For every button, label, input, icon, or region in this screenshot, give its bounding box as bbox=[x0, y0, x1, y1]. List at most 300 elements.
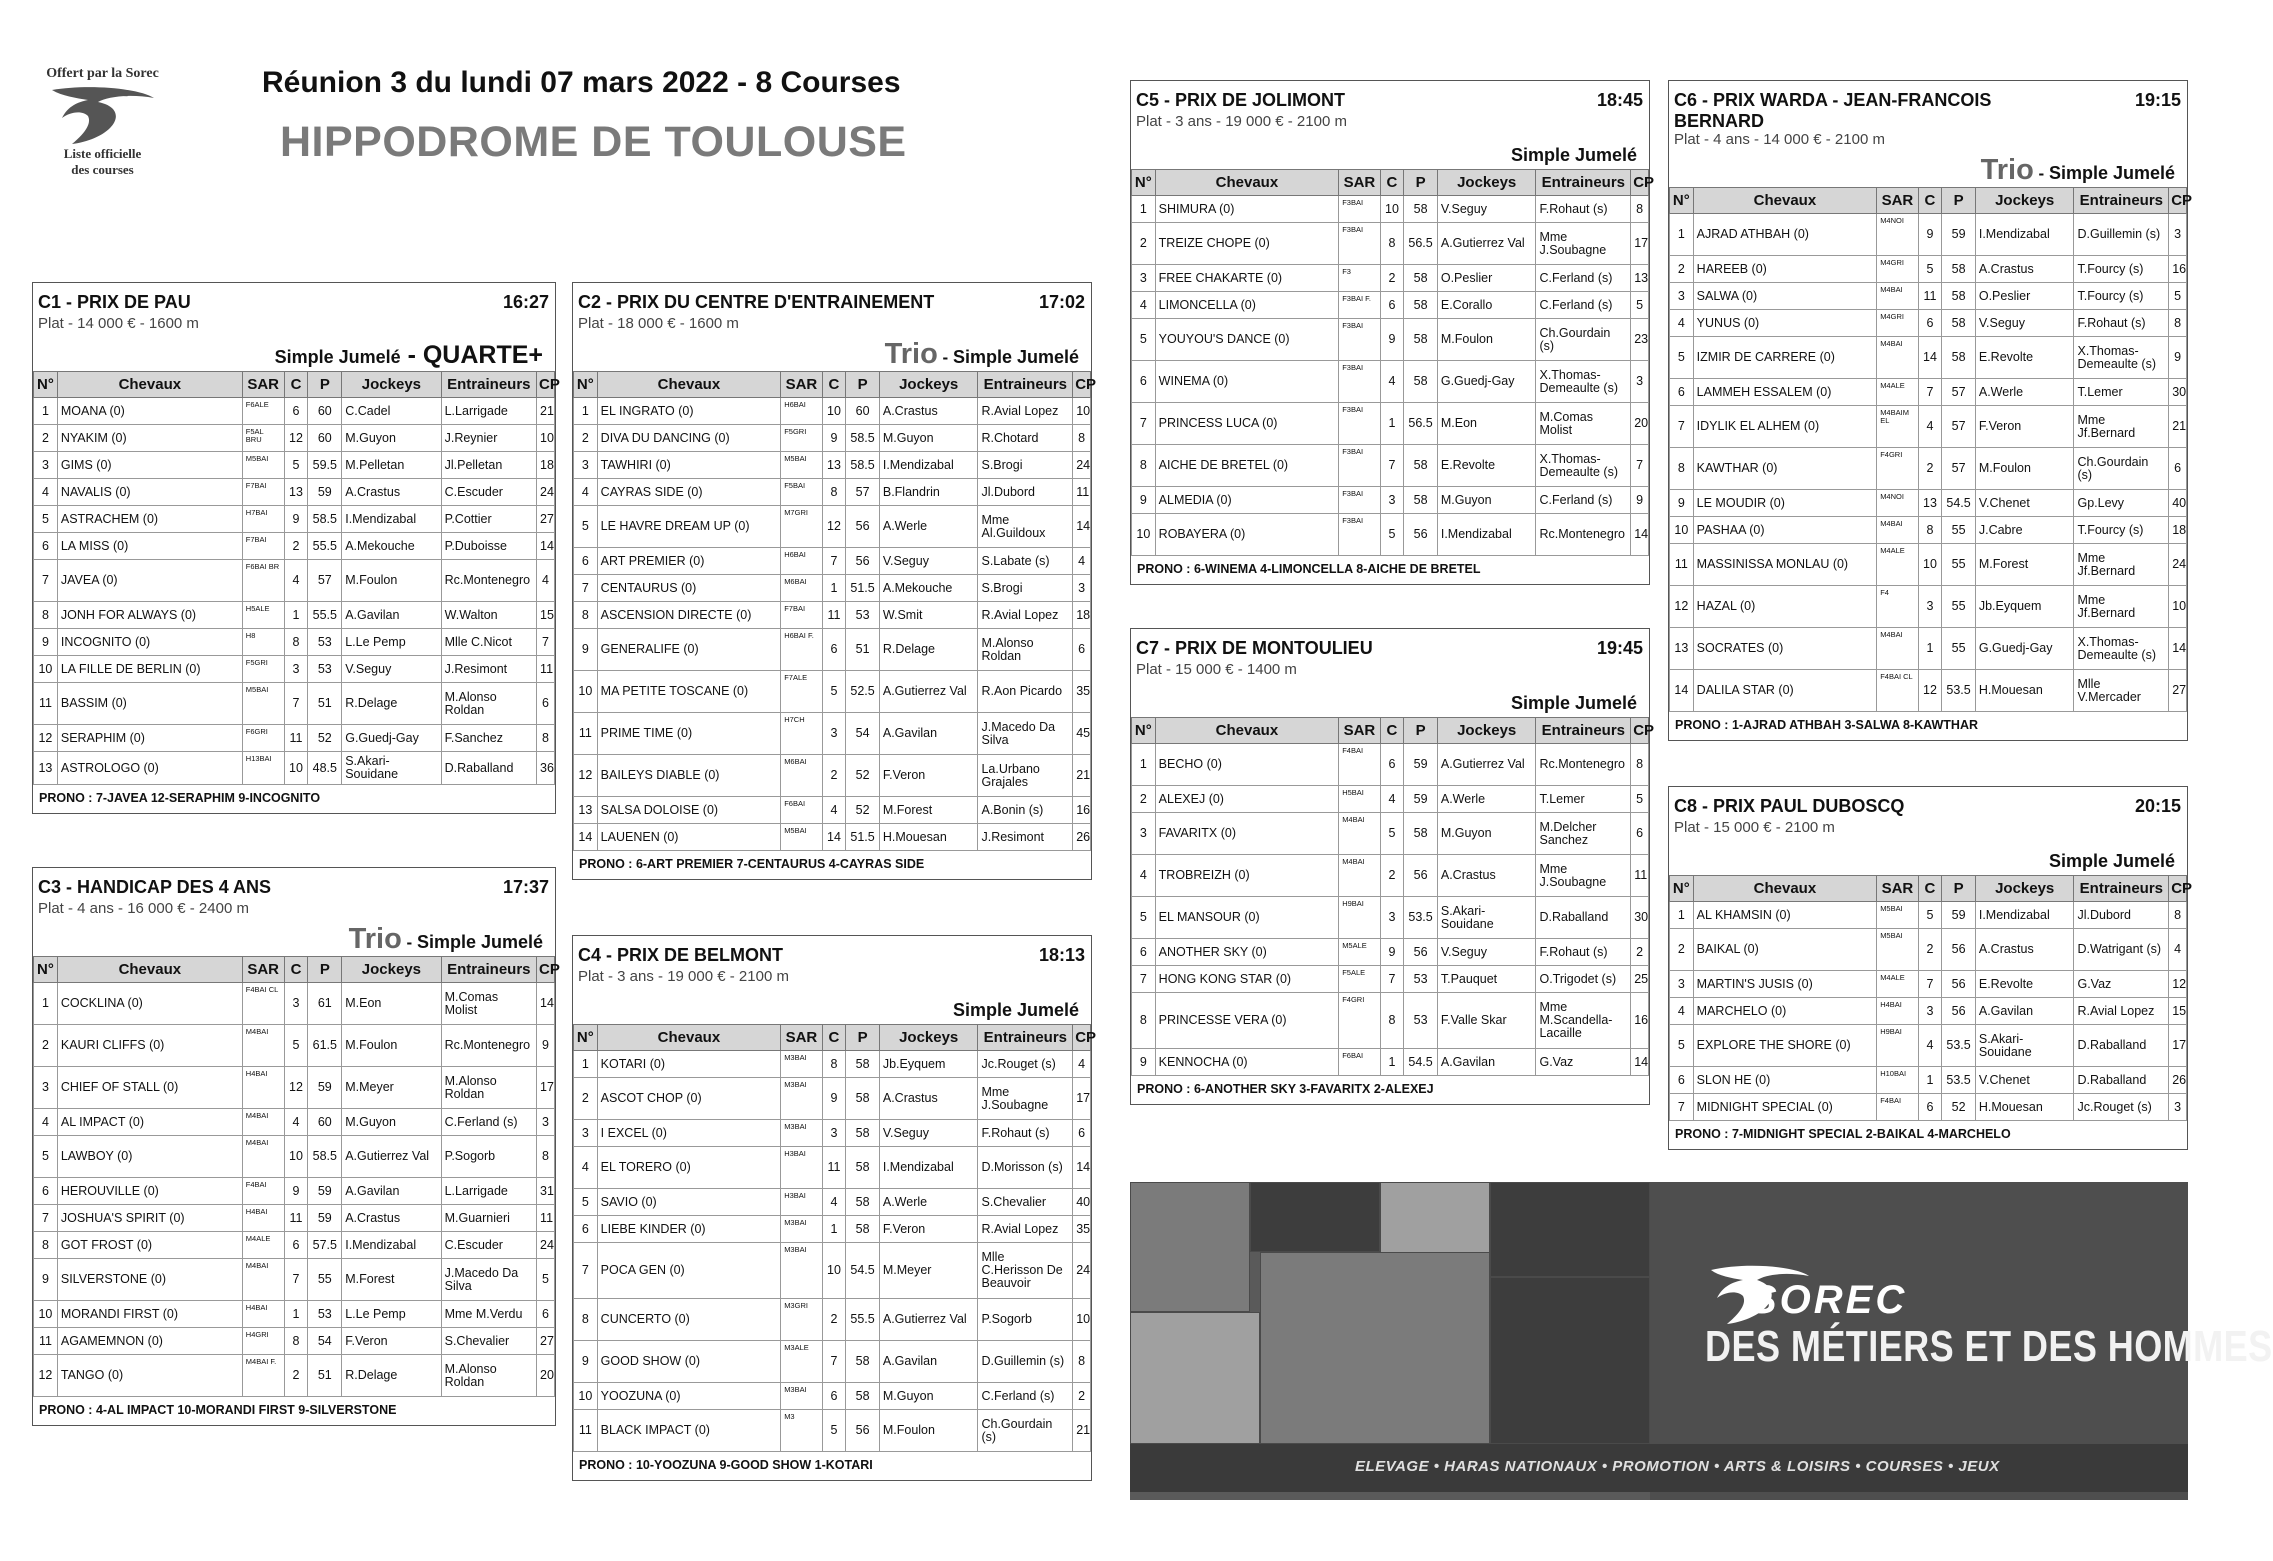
trainer-name: S.Chevalier bbox=[978, 1189, 1073, 1216]
trainer-name: Mlle C.Nicot bbox=[441, 629, 536, 656]
corde: 13 bbox=[822, 452, 846, 479]
cote-probable: 24 bbox=[1073, 452, 1091, 479]
poids: 55 bbox=[1942, 517, 1976, 544]
corde: 10 bbox=[822, 1243, 846, 1299]
runner-number: 4 bbox=[574, 1147, 598, 1189]
sar-code: M4BAI bbox=[1877, 337, 1918, 379]
poids: 53 bbox=[1404, 966, 1438, 993]
jockey-name: A.Crastus bbox=[342, 479, 441, 506]
poids: 58 bbox=[1942, 256, 1976, 283]
runner-number: 11 bbox=[574, 1410, 598, 1452]
poids: 52 bbox=[308, 725, 342, 752]
column-header: Entraineurs bbox=[441, 372, 536, 398]
poids: 58 bbox=[1404, 196, 1438, 223]
trainer-name: M.Alonso Roldan bbox=[441, 1355, 536, 1397]
table-row bbox=[574, 1341, 1091, 1383]
cote-probable: 11 bbox=[537, 656, 555, 683]
sar-code: M4BAI bbox=[1877, 517, 1918, 544]
cote-probable: 30 bbox=[1631, 897, 1649, 939]
runner-number: 4 bbox=[34, 479, 58, 506]
cote-probable: 16 bbox=[2169, 256, 2187, 283]
table-row bbox=[1670, 544, 2187, 586]
poids: 57 bbox=[1942, 379, 1976, 406]
horse-name: SALSA DOLOISE (0) bbox=[597, 797, 781, 824]
runner-number: 1 bbox=[1670, 214, 1694, 256]
sar-code: M4BAI bbox=[1877, 628, 1918, 670]
horse-name: SOCRATES (0) bbox=[1693, 628, 1877, 670]
jockey-name: O.Peslier bbox=[1437, 265, 1536, 292]
sar-code: H4GRI bbox=[242, 1328, 284, 1355]
table-header-row bbox=[574, 372, 1091, 398]
poids: 55 bbox=[1942, 628, 1976, 670]
jockey-name: I.Mendizabal bbox=[1975, 902, 2074, 929]
corde: 12 bbox=[1918, 670, 1942, 712]
corde: 9 bbox=[284, 506, 308, 533]
runner-number: 8 bbox=[34, 602, 58, 629]
table-row bbox=[34, 752, 555, 785]
poids: 57.5 bbox=[308, 1232, 342, 1259]
horse-name: ALMEDIA (0) bbox=[1155, 487, 1339, 514]
table-row bbox=[1670, 517, 2187, 544]
runner-number: 11 bbox=[1670, 544, 1694, 586]
trainer-name: La.Urbano Grajales bbox=[978, 755, 1073, 797]
runner-number: 11 bbox=[34, 683, 58, 725]
runner-number: 7 bbox=[1670, 406, 1694, 448]
jockey-name: M.Guyon bbox=[1437, 813, 1536, 855]
trainer-name: F.Rohaut (s) bbox=[978, 1120, 1073, 1147]
jockey-name: V.Chenet bbox=[1975, 1067, 2074, 1094]
poids: 55.5 bbox=[308, 602, 342, 629]
horse-name: FREE CHAKARTE (0) bbox=[1155, 265, 1339, 292]
race-conditions: Plat - 4 ans - 14 000 € - 2100 m bbox=[1674, 131, 1885, 148]
sar-code: M4GRI bbox=[1877, 310, 1918, 337]
race-time: 17:37 bbox=[502, 877, 549, 897]
jockey-name: A.Gavilan bbox=[342, 602, 441, 629]
corde: 2 bbox=[822, 755, 846, 797]
cote-probable: 2 bbox=[1073, 1383, 1091, 1410]
jockey-name: A.Gutierrez Val bbox=[879, 671, 978, 713]
column-header: SAR bbox=[781, 1025, 822, 1051]
sar-code: M4GRI bbox=[1877, 256, 1918, 283]
runner-number: 6 bbox=[1132, 361, 1156, 403]
corde: 6 bbox=[284, 398, 308, 425]
runner-number: 3 bbox=[574, 452, 598, 479]
poids: 51.5 bbox=[846, 824, 880, 851]
sar-code: F4BAI bbox=[1339, 744, 1380, 786]
table-row bbox=[574, 713, 1091, 755]
horse-name: LA FILLE DE BERLIN (0) bbox=[57, 656, 242, 683]
column-header: P bbox=[846, 1025, 880, 1051]
trainer-name: Jl.Dubord bbox=[2074, 902, 2169, 929]
jockey-name: A.Werle bbox=[879, 506, 978, 548]
jockey-name: M.Foulon bbox=[342, 1025, 441, 1067]
table-row bbox=[1132, 786, 1649, 813]
bet-simple-jumele: Simple Jumelé bbox=[952, 347, 1079, 367]
trainer-name: Jl.Dubord bbox=[978, 479, 1073, 506]
cote-probable: 18 bbox=[2169, 517, 2187, 544]
race-prono: PRONO : 1-AJRAD ATHBAH 3-SALWA 8-KAWTHAR bbox=[1675, 718, 1979, 732]
cote-probable: 3 bbox=[1631, 361, 1649, 403]
horse-name: EL INGRATO (0) bbox=[597, 398, 781, 425]
horse-name: YOOZUNA (0) bbox=[597, 1383, 781, 1410]
jockey-name: M.Foulon bbox=[879, 1410, 978, 1452]
trainer-name: R.Chotard bbox=[978, 425, 1073, 452]
runner-number: 5 bbox=[34, 1136, 58, 1178]
trainer-name: Gp.Levy bbox=[2074, 490, 2169, 517]
trainer-name: R.Avial Lopez bbox=[978, 602, 1073, 629]
runner-number: 12 bbox=[34, 1355, 58, 1397]
runner-number: 2 bbox=[1132, 786, 1156, 813]
runner-number: 6 bbox=[574, 548, 598, 575]
trainer-name: J.Resimont bbox=[978, 824, 1073, 851]
column-header: Entraineurs bbox=[978, 1025, 1073, 1051]
cote-probable: 30 bbox=[2169, 379, 2187, 406]
race-time: 19:45 bbox=[1596, 638, 1643, 658]
runner-number: 2 bbox=[1670, 929, 1694, 971]
jockey-name: A.Gutierrez Val bbox=[1437, 744, 1536, 786]
cote-probable: 18 bbox=[1073, 602, 1091, 629]
table-row bbox=[1132, 265, 1649, 292]
jockey-name: A.Werle bbox=[1437, 786, 1536, 813]
poids: 52.5 bbox=[846, 671, 880, 713]
jockey-name: M.Forest bbox=[879, 797, 978, 824]
sar-code: F5AL BRU bbox=[242, 425, 284, 452]
sar-code: M3BAI bbox=[781, 1051, 822, 1078]
poids: 60 bbox=[846, 398, 880, 425]
column-header: Jockeys bbox=[342, 372, 441, 398]
runner-number: 10 bbox=[1132, 514, 1156, 556]
race-title: C8 - PRIX PAUL DUBOSCQ bbox=[1674, 796, 1905, 816]
corde: 3 bbox=[1380, 487, 1404, 514]
poids: 56 bbox=[1942, 998, 1976, 1025]
sar-code: M4BAI bbox=[242, 1025, 284, 1067]
horse-name: MOANA (0) bbox=[57, 398, 242, 425]
cote-probable: 27 bbox=[537, 506, 555, 533]
runner-number: 5 bbox=[1670, 337, 1694, 379]
corde: 7 bbox=[284, 683, 308, 725]
sar-code: M5BAI bbox=[1877, 902, 1918, 929]
horse-name: ASCOT CHOP (0) bbox=[597, 1078, 781, 1120]
cote-probable: 5 bbox=[1631, 292, 1649, 319]
runner-number: 5 bbox=[574, 506, 598, 548]
sar-code: M4ALE bbox=[1877, 379, 1918, 406]
table-row bbox=[574, 602, 1091, 629]
cote-probable: 20 bbox=[1631, 403, 1649, 445]
sar-code: M3 bbox=[781, 1410, 822, 1452]
table-row bbox=[1132, 292, 1649, 319]
table-header-row bbox=[1132, 718, 1649, 744]
logo-bottom-text-2: des courses bbox=[71, 162, 134, 177]
table-row bbox=[34, 506, 555, 533]
sar-code: M4BAI bbox=[242, 1136, 284, 1178]
poids: 56 bbox=[846, 506, 880, 548]
trainer-name: D.Guillemin (s) bbox=[2074, 214, 2169, 256]
horse-head-logo-icon bbox=[48, 84, 158, 146]
jockey-name: M.Eon bbox=[342, 983, 441, 1025]
column-header: P bbox=[846, 372, 880, 398]
trainer-name: X.Thomas-Demeaulte (s) bbox=[2074, 337, 2169, 379]
horse-name: PRINCESS LUCA (0) bbox=[1155, 403, 1339, 445]
poids: 54.5 bbox=[1942, 490, 1976, 517]
poids: 58 bbox=[1404, 361, 1438, 403]
table-row bbox=[34, 1178, 555, 1205]
jockey-name: A.Crastus bbox=[342, 1205, 441, 1232]
poids: 53.5 bbox=[1942, 670, 1976, 712]
runner-number: 8 bbox=[1670, 448, 1694, 490]
cote-probable: 8 bbox=[2169, 902, 2187, 929]
jockey-name: A.Gutierrez Val bbox=[342, 1136, 441, 1178]
jockey-name: V.Chenet bbox=[1975, 490, 2074, 517]
table-row bbox=[574, 797, 1091, 824]
column-header: Jockeys bbox=[879, 1025, 978, 1051]
horse-name: EXPLORE THE SHORE (0) bbox=[1693, 1025, 1877, 1067]
horse-name: DIVA DU DANCING (0) bbox=[597, 425, 781, 452]
corde: 10 bbox=[284, 1136, 308, 1178]
horse-name: JOSHUA'S SPIRIT (0) bbox=[57, 1205, 242, 1232]
column-header: Chevaux bbox=[1693, 876, 1877, 902]
column-header: P bbox=[1404, 718, 1438, 744]
sar-code: H5ALE bbox=[242, 602, 284, 629]
runner-number: 13 bbox=[574, 797, 598, 824]
race-conditions: Plat - 18 000 € - 1600 m bbox=[578, 315, 739, 332]
runner-number: 9 bbox=[574, 629, 598, 671]
poids: 59 bbox=[1404, 744, 1438, 786]
jockey-name: I.Mendizabal bbox=[1975, 214, 2074, 256]
runner-number: 7 bbox=[1132, 966, 1156, 993]
race-bet-types bbox=[33, 337, 555, 371]
horse-name: SERAPHIM (0) bbox=[57, 725, 242, 752]
table-header-row bbox=[34, 372, 555, 398]
table-header-row bbox=[1670, 876, 2187, 902]
sar-code: F3BAI bbox=[1339, 514, 1380, 556]
runner-number: 1 bbox=[1670, 902, 1694, 929]
table-header-row bbox=[34, 957, 555, 983]
race-conditions: Plat - 15 000 € - 2100 m bbox=[1674, 819, 1835, 836]
corde: 7 bbox=[284, 1259, 308, 1301]
trainer-name: Jc.Rouget (s) bbox=[2074, 1094, 2169, 1121]
table-row bbox=[574, 452, 1091, 479]
race-card-c8 bbox=[1668, 786, 2193, 1150]
corde: 4 bbox=[284, 1109, 308, 1136]
corde: 9 bbox=[822, 425, 846, 452]
table-row bbox=[1670, 1094, 2187, 1121]
table-row bbox=[574, 1410, 1091, 1452]
cote-probable: 14 bbox=[1631, 1049, 1649, 1076]
column-header: CP bbox=[1073, 372, 1091, 398]
sar-code: M4BAI bbox=[242, 1109, 284, 1136]
table-row bbox=[1670, 670, 2187, 712]
trainer-name: Mme M.Scandella-Lacaille bbox=[1536, 993, 1631, 1049]
sar-code: M7GRI bbox=[781, 506, 822, 548]
table-row bbox=[34, 1109, 555, 1136]
sar-code: F3BAI bbox=[1339, 445, 1380, 487]
race-prono: PRONO : 4-AL IMPACT 10-MORANDI FIRST 9-SILVERSTONE bbox=[39, 1403, 397, 1417]
jockey-name: A.Gutierrez Val bbox=[879, 1299, 978, 1341]
race-card-c4 bbox=[572, 935, 1097, 1481]
poids: 51 bbox=[308, 683, 342, 725]
poids: 56.5 bbox=[1404, 223, 1438, 265]
race-header bbox=[1131, 81, 1649, 111]
table-row bbox=[1132, 445, 1649, 487]
horse-name: MIDNIGHT SPECIAL (0) bbox=[1693, 1094, 1877, 1121]
jockey-name: H.Mouesan bbox=[1975, 670, 2074, 712]
race-title: C2 - PRIX DU CENTRE D'ENTRAINEMENT bbox=[578, 292, 935, 312]
poids: 52 bbox=[1942, 1094, 1976, 1121]
horse-name: KAURI CLIFFS (0) bbox=[57, 1025, 242, 1067]
race-title: C7 - PRIX DE MONTOULIEU bbox=[1136, 638, 1373, 658]
logo-bottom-text-1: Liste officielle bbox=[63, 146, 142, 161]
cote-probable: 5 bbox=[537, 1259, 555, 1301]
jockey-name: J.Cabre bbox=[1975, 517, 2074, 544]
horse-name: PRINCESSE VERA (0) bbox=[1155, 993, 1339, 1049]
cote-probable: 13 bbox=[1631, 265, 1649, 292]
runner-number: 7 bbox=[574, 575, 598, 602]
poids: 53.5 bbox=[1942, 1067, 1976, 1094]
trainer-name: Mlle V.Mercader bbox=[2074, 670, 2169, 712]
horse-name: PASHAA (0) bbox=[1693, 517, 1877, 544]
horse-name: CHIEF OF STALL (0) bbox=[57, 1067, 242, 1109]
jockey-name: I.Mendizabal bbox=[879, 1147, 978, 1189]
corde: 6 bbox=[822, 1383, 846, 1410]
corde: 9 bbox=[1918, 214, 1942, 256]
cote-probable: 5 bbox=[1631, 786, 1649, 813]
jockey-name: G.Guedj-Gay bbox=[1975, 628, 2074, 670]
runner-number: 5 bbox=[34, 506, 58, 533]
poids: 59 bbox=[1942, 214, 1976, 256]
runner-number: 10 bbox=[34, 1301, 58, 1328]
runner-number: 6 bbox=[1670, 1067, 1694, 1094]
table-row bbox=[574, 548, 1091, 575]
jockey-name: V.Seguy bbox=[342, 656, 441, 683]
poids: 59 bbox=[308, 1178, 342, 1205]
jockey-name: E.Corallo bbox=[1437, 292, 1536, 319]
column-header: C bbox=[284, 957, 308, 983]
corde: 6 bbox=[1380, 292, 1404, 319]
poids: 58 bbox=[1404, 265, 1438, 292]
runner-number: 11 bbox=[34, 1328, 58, 1355]
poids: 53 bbox=[308, 1301, 342, 1328]
jockey-name: A.Gutierrez Val bbox=[1437, 223, 1536, 265]
race-time: 18:13 bbox=[1038, 945, 1085, 965]
corde: 2 bbox=[1918, 929, 1942, 971]
table-row bbox=[574, 479, 1091, 506]
table-row bbox=[1670, 490, 2187, 517]
trainer-name: J.Macedo Da Silva bbox=[978, 713, 1073, 755]
sar-code: M4BAI bbox=[242, 1259, 284, 1301]
runner-number: 4 bbox=[574, 479, 598, 506]
race-card-c6 bbox=[1668, 80, 2193, 741]
jockey-name: A.Crastus bbox=[1437, 855, 1536, 897]
jockey-name: F.Veron bbox=[342, 1328, 441, 1355]
corde: 6 bbox=[1918, 1094, 1942, 1121]
trainer-name: P.Duboisse bbox=[441, 533, 536, 560]
table-row bbox=[574, 1216, 1091, 1243]
race-card-c2 bbox=[572, 282, 1097, 880]
cote-probable: 31 bbox=[537, 1178, 555, 1205]
corde: 1 bbox=[284, 602, 308, 629]
table-row bbox=[34, 683, 555, 725]
trainer-name: Rc.Montenegro bbox=[1536, 514, 1631, 556]
horse-name: CENTAURUS (0) bbox=[597, 575, 781, 602]
cote-probable: 24 bbox=[537, 1232, 555, 1259]
runner-number: 12 bbox=[34, 725, 58, 752]
column-header: C bbox=[822, 1025, 846, 1051]
corde: 8 bbox=[284, 1328, 308, 1355]
sar-code: M4BAI F. bbox=[242, 1355, 284, 1397]
runner-number: 6 bbox=[1132, 939, 1156, 966]
sar-code: F3BAI bbox=[1339, 361, 1380, 403]
cote-probable: 26 bbox=[2169, 1067, 2187, 1094]
sar-code: F5GRI bbox=[242, 656, 284, 683]
corde: 6 bbox=[822, 629, 846, 671]
corde: 2 bbox=[822, 1299, 846, 1341]
race-header bbox=[1669, 81, 2187, 129]
runners-table bbox=[1131, 169, 1655, 556]
corde: 4 bbox=[1918, 1025, 1942, 1067]
table-row bbox=[574, 398, 1091, 425]
trainer-name: X.Thomas-Demeaulte (s) bbox=[1536, 445, 1631, 487]
trainer-name: J.Reynier bbox=[441, 425, 536, 452]
poids: 53 bbox=[308, 629, 342, 656]
cote-probable: 8 bbox=[537, 1136, 555, 1178]
horse-name: MARCHELO (0) bbox=[1693, 998, 1877, 1025]
race-bet-types bbox=[1669, 841, 2187, 875]
poids: 59 bbox=[308, 479, 342, 506]
poids: 58 bbox=[846, 1189, 880, 1216]
banner-photo-horse-race bbox=[1490, 1182, 1650, 1277]
bet-simple-jumele: Simple Jumelé bbox=[274, 347, 401, 367]
cote-probable: 14 bbox=[1631, 514, 1649, 556]
sar-code: M6BAI bbox=[781, 755, 822, 797]
sar-code: M3GRI bbox=[781, 1299, 822, 1341]
sar-code: H6BAI bbox=[781, 398, 822, 425]
cote-probable: 35 bbox=[1073, 671, 1091, 713]
runner-number: 8 bbox=[34, 1232, 58, 1259]
cote-probable: 21 bbox=[2169, 406, 2187, 448]
table-row bbox=[574, 575, 1091, 602]
trainer-name: P.Cottier bbox=[441, 506, 536, 533]
corde: 11 bbox=[1918, 283, 1942, 310]
trainer-name: C.Ferland (s) bbox=[1536, 292, 1631, 319]
cote-probable: 10 bbox=[1073, 398, 1091, 425]
race-time: 16:27 bbox=[502, 292, 549, 312]
table-row bbox=[574, 506, 1091, 548]
corde: 1 bbox=[1918, 628, 1942, 670]
jockey-name: M.Meyer bbox=[342, 1067, 441, 1109]
cote-probable: 35 bbox=[1073, 1216, 1091, 1243]
cote-probable: 36 bbox=[537, 752, 555, 785]
bet-simple-jumele: Simple Jumelé bbox=[2048, 163, 2175, 183]
sar-code: M5BAI bbox=[781, 824, 822, 851]
jockey-name: A.Gavilan bbox=[879, 1341, 978, 1383]
column-header: SAR bbox=[242, 957, 284, 983]
table-row bbox=[574, 1051, 1091, 1078]
jockey-name: R.Delage bbox=[342, 683, 441, 725]
sar-code: M3BAI bbox=[781, 1216, 822, 1243]
runner-number: 4 bbox=[1670, 310, 1694, 337]
runner-number: 3 bbox=[1670, 283, 1694, 310]
sar-code: F4 bbox=[1877, 586, 1918, 628]
horse-name: LAMMEH ESSALEM (0) bbox=[1693, 379, 1877, 406]
sar-code: F3 bbox=[1339, 265, 1380, 292]
jockey-name: V.Seguy bbox=[1437, 196, 1536, 223]
horse-name: YOUYOU'S DANCE (0) bbox=[1155, 319, 1339, 361]
trainer-name: D.Watrigant (s) bbox=[2074, 929, 2169, 971]
table-row bbox=[34, 479, 555, 506]
race-bet-types bbox=[1669, 153, 2187, 187]
poids: 59 bbox=[1942, 902, 1976, 929]
cote-probable: 14 bbox=[1073, 1147, 1091, 1189]
